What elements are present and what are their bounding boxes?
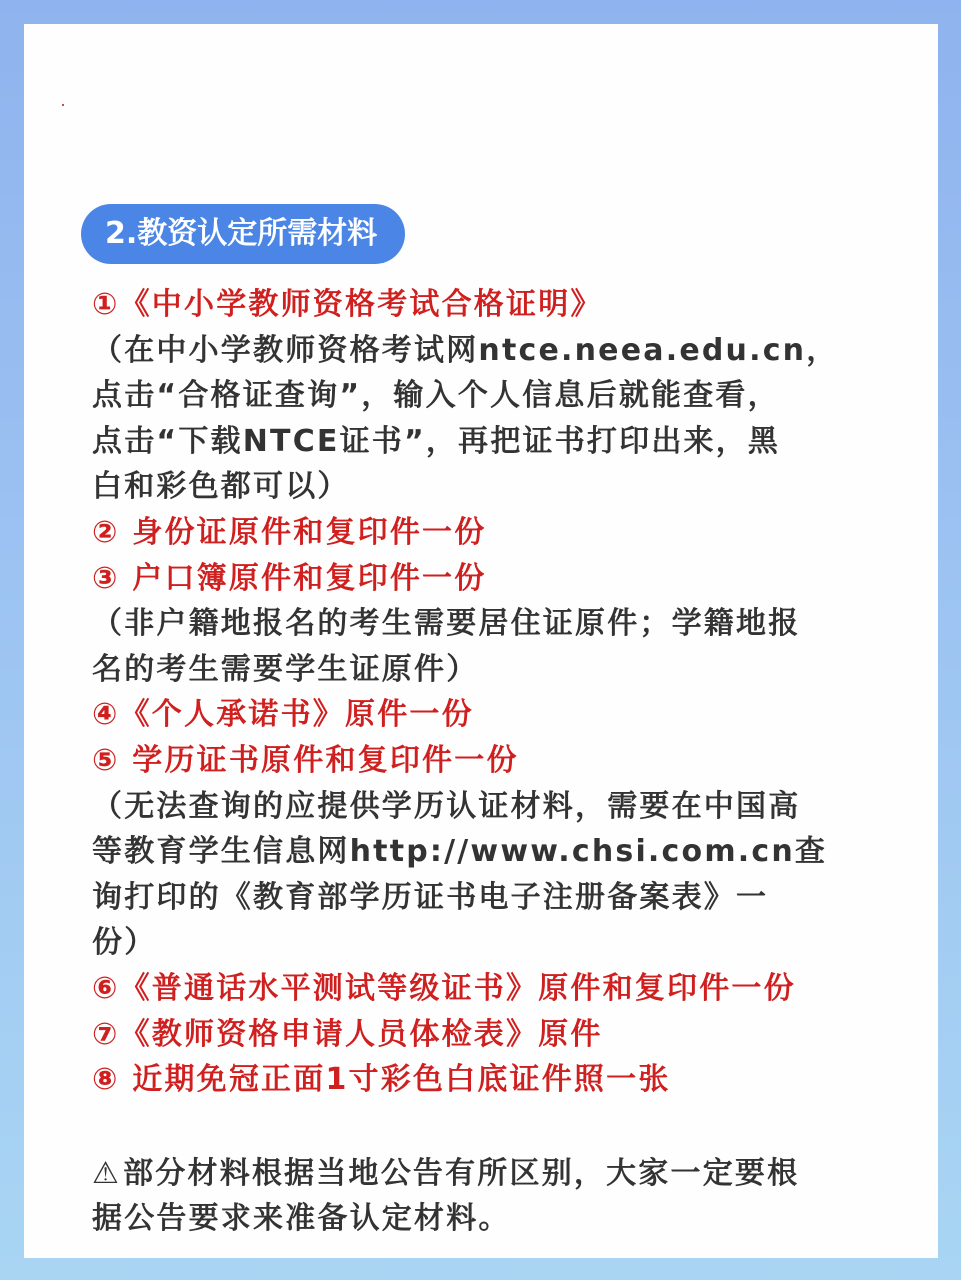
content-card xyxy=(24,24,938,1258)
item-5: ⑤ 学历证书原件和复印件一份 xyxy=(92,742,519,778)
note-line: 点击“合格证查询”，输入个人信息后就能查看， xyxy=(92,378,780,414)
warning-line: 据公告要求来准备认定材料。 xyxy=(92,1201,511,1237)
item-1: ①《中小学教师资格考试合格证明》 xyxy=(92,287,603,322)
note-line: 点击“下载NTCE证书”，再把证书打印出来，黑 xyxy=(92,423,781,459)
item-6: ⑥《普通话水平测试等级证书》原件和复印件一份 xyxy=(92,970,796,1006)
note-line: 名的考生需要学生证原件） xyxy=(92,651,479,687)
warning-icon: ⚠ xyxy=(92,1155,122,1191)
materials-list xyxy=(92,282,908,1242)
decorative-dot xyxy=(62,104,64,106)
note-line: （在中小学教师资格考试网ntce.neea.edu.cn， xyxy=(92,332,839,368)
spacer xyxy=(92,1103,908,1151)
note-line: （非户籍地报名的考生需要居住证原件；学籍地报 xyxy=(92,606,801,642)
warning-line xyxy=(92,1151,908,1197)
item-4: ④《个人承诺书》原件一份 xyxy=(92,697,474,733)
note-line: 询打印的《教育部学历证书电子注册备案表》一 xyxy=(92,879,769,915)
note-line: 白和彩色都可以） xyxy=(92,469,350,505)
note-line: （无法查询的应提供学历认证材料，需要在中国高 xyxy=(92,788,801,824)
warning-text: 部分材料根据当地公告有所区别，大家一定要根 xyxy=(123,1155,800,1191)
section-title: 2.教资认定所需材料 xyxy=(81,204,405,264)
note-line: 等教育学生信息网http://www.chsi.com.cn查 xyxy=(92,834,828,870)
item-7: ⑦《教师资格申请人员体检表》原件 xyxy=(92,1016,603,1052)
item-2: ② 身份证原件和复印件一份 xyxy=(92,514,487,550)
item-8: ⑧ 近期免冠正面1寸彩色白底证件照一张 xyxy=(92,1062,671,1098)
note-line: 份） xyxy=(92,925,157,961)
item-3: ③ 户口簿原件和复印件一份 xyxy=(92,560,487,596)
